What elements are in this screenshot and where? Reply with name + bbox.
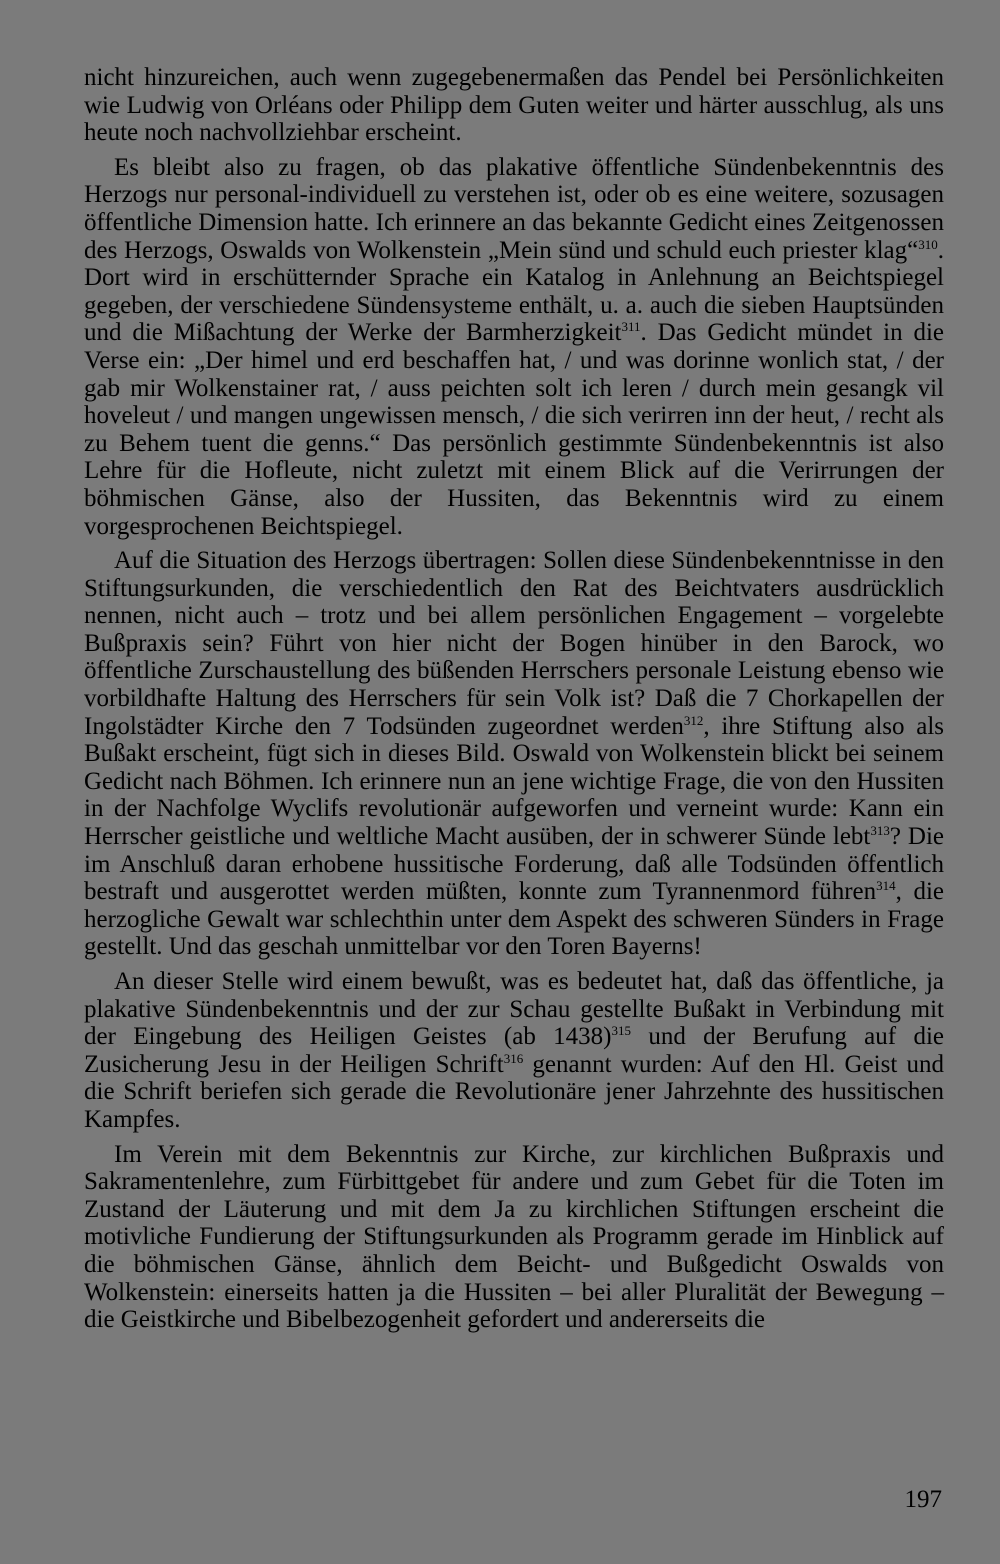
footnote-ref: 314	[876, 878, 896, 894]
paragraph-4	[84, 968, 944, 1134]
paragraph-5	[84, 1141, 944, 1334]
text-run: und der Berufung auf die Zusicherung Jesu in der Heiligen Schrift	[84, 1023, 944, 1078]
footnote-ref: 310	[918, 236, 938, 252]
footnote-ref: 313	[870, 823, 890, 839]
page-number: 197	[904, 1486, 942, 1513]
text-run: nicht hinzureichen, auch wenn zugegebenermaßen das Pendel bei Persönlichkeiten wie Ludwig von Orléans oder Philipp dem Guten weiter und härter ausschlug, als uns heute noch nachvollziehbar erscheint.	[84, 64, 944, 147]
text-run: . Das Gedicht mündet in die Verse ein: „Der himel und erd beschaffen hat, / und was dorinne wonlich stat, / der gab mir Wolkenstainer rat, / auss peichten solt ich leren / durch mein gesangk vil hoveleut / und mangen ungewissen mensch, / die sich verirren inn der heut, / recht als zu Behem tuent die genns.“ Das persönlich gestimmte Sündenbekenntnis ist also Lehre für die Hofleute, nicht zuletzt mit einem Blick auf die Verirrungen der böhmischen Gänse, also der Hussiten, das Bekenntnis wird zu einem vorgesprochenen Beichtspiegel.	[84, 319, 944, 540]
text-run: Es bleibt also zu fragen, ob das plakative öffentliche Sündenbekenntnis des Herzogs nur personal-individuell zu verstehen ist, oder ob es eine weitere, sozusagen öffentliche Dimension hatte. Ich erinnere an das bekannte Gedicht eines Zeitgenossen des Herzogs, Oswalds von Wolkenstein „Mein sünd und schuld euch priester klag“	[84, 153, 944, 264]
paragraph-2	[84, 154, 944, 540]
text-run: Auf die Situation des Herzogs übertragen: Sollen diese Sündenbekenntnisse in den Stiftungsurkunden, die verschiedentlich den Rat des Beichtvaters ausdrücklich nennen, nicht auch – trotz und bei allem persönlichen Engagement – vorgelebte Bußpraxis sein? Führt von hier nicht der Bogen hinüber in den Barock, wo öffentliche Zurschaustellung des büßenden Herrschers personale Leistung ebenso wie vorbildhafte Haltung des Herrschers für sein Volk ist? Daß die 7 Chorkapellen der Ingolstädter Kirche den 7 Todsünden zugeordnet werden	[84, 547, 944, 740]
footnote-ref: 316	[503, 1050, 524, 1066]
footnote-ref: 315	[611, 1023, 631, 1039]
text-run: ? Die im Anschluß daran erhobene hussitische Forderung, daß alle Todsünden öffentlich bestraft und ausgerottet werden müßten, konnte zum Tyrannenmord führen	[84, 823, 944, 906]
paragraph-1	[84, 64, 944, 147]
text-run: genannt wurden: Auf den Hl. Geist und die Schrift beriefen sich gerade die Revolutionäre jener Jahrzehnte des hussitischen Kampfes.	[84, 1050, 944, 1133]
text-run: An dieser Stelle wird einem bewußt, was es bedeutet hat, daß das öffentliche, ja plakative Sündenbekenntnis und der zur Schau gestellte Bußakt in Verbindung mit der Eingebung des Heiligen Geistes (ab 1438)	[84, 968, 944, 1051]
text-run: Im Verein mit dem Bekenntnis zur Kirche, zur kirchlichen Bußpraxis und Sakramentenlehre, zum Fürbittgebet für andere und zum Gebet für die Toten im Zustand der Läuterung und mit dem Ja zu kirchlichen Stiftungen erscheint die motivliche Fundierung der Stiftungsurkunden als Programm gerade im Hinblick auf die böhmischen Gänse, ähnlich dem Beicht- und Bußgedicht Oswalds von Wolkenstein: einerseits hatten ja die Hussiten – bei aller Pluralität der Bewegung – die Geistkirche und Bibelbezogenheit gefordert und andererseits die	[84, 1140, 944, 1334]
page-body	[84, 64, 944, 1334]
text-run: , die herzogliche Gewalt war schlechthin unter dem Aspekt des schweren Sünders in Frage gestellt. Und das geschah unmittelbar vor den Toren Bayerns!	[84, 878, 944, 961]
text-run: , ihre Stiftung also als Bußakt erscheint, fügt sich in dieses Bild. Oswald von Wolkenstein blickt bei seinem Gedicht nach Böhmen. Ich erinnere nun an jene wichtige Frage, die von den Hussiten in der Nachfolge Wyclifs revolutionär aufgeworfen und verneint wurde: Kann ein Herrscher geistliche und weltliche Macht ausüben, der in schwerer Sünde lebt	[84, 712, 944, 851]
footnote-ref: 311	[621, 319, 641, 335]
paragraph-3	[84, 547, 944, 961]
text-run: . Dort wird in erschütternder Sprache ein Katalog in Anlehnung an Beichtspiegel gegeben, der verschiedene Sündensysteme enthält, u. a. auch die sieben Hauptsünden und die Mißachtung der Werke der Barmherzigkeit	[84, 236, 944, 347]
footnote-ref: 312	[683, 712, 704, 728]
